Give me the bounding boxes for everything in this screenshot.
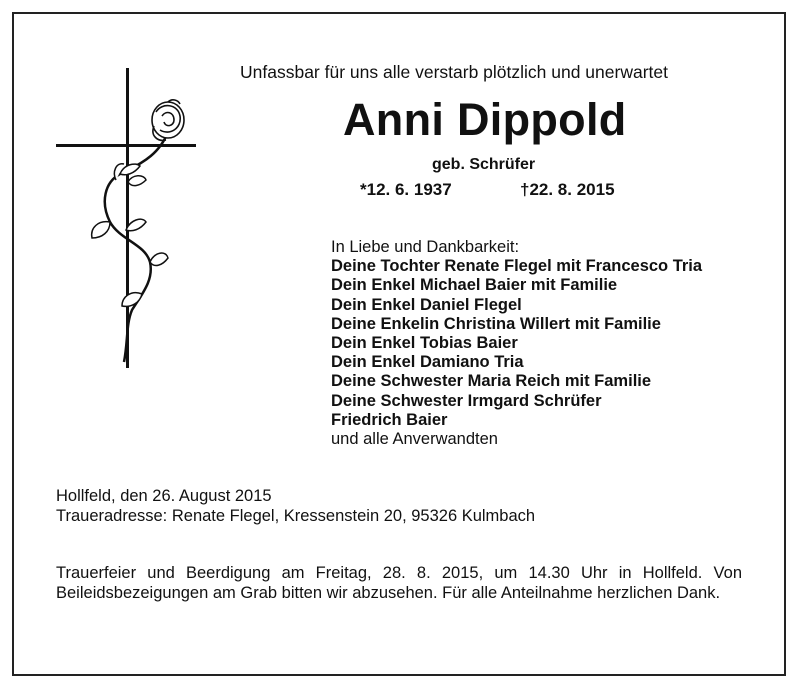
mourner-line: Dein Enkel Michael Baier mit Familie bbox=[331, 276, 618, 295]
mourner-line: Friedrich Baier bbox=[331, 410, 448, 429]
cross-with-rose-icon bbox=[50, 62, 210, 372]
mourner-line: Dein Enkel Tobias Baier bbox=[331, 334, 518, 353]
mourner-line: und alle Anverwandten bbox=[331, 430, 498, 449]
mourner-line: Dein Enkel Damiano Tria bbox=[331, 353, 524, 372]
mourner-line: In Liebe und Dankbarkeit: bbox=[331, 238, 520, 256]
mourner-line: Deine Schwester Maria Reich mit Familie bbox=[331, 372, 652, 391]
birth-date: *12. 6. 1937 bbox=[360, 180, 452, 199]
place-and-address bbox=[56, 486, 535, 526]
mourners-list bbox=[331, 238, 702, 449]
maiden-name: geb. Schrüfer bbox=[432, 156, 536, 173]
intro-text: Unfassbar für uns alle verstarb plötzlich und unerwartet bbox=[240, 62, 668, 82]
death-date: †22. 8. 2015 bbox=[520, 180, 615, 199]
mourner-line: Deine Schwester Irmgard Schrüfer bbox=[331, 391, 602, 410]
funeral-notice: Trauerfeier und Beerdigung am Freitag, 28. 8. 2015, um 14.30 Uhr in Hollfeld. Von Beileidsbezeigungen am Grab bitten wir abzusehen. Für alle Anteilnahme herzlichen Dank. bbox=[56, 564, 742, 602]
mourner-line: Deine Enkelin Christina Willert mit Familie bbox=[331, 314, 661, 333]
mourner-line: Deine Tochter Renate Flegel mit Francesco Tria bbox=[331, 257, 703, 276]
mourner-line: Dein Enkel Daniel Flegel bbox=[331, 295, 522, 314]
place-date: Hollfeld, den 26. August 2015 bbox=[56, 487, 272, 505]
deceased-name: Anni Dippold bbox=[343, 94, 627, 145]
mourning-address: Traueradresse: Renate Flegel, Kressenstein 20, 95326 Kulmbach bbox=[56, 507, 536, 525]
